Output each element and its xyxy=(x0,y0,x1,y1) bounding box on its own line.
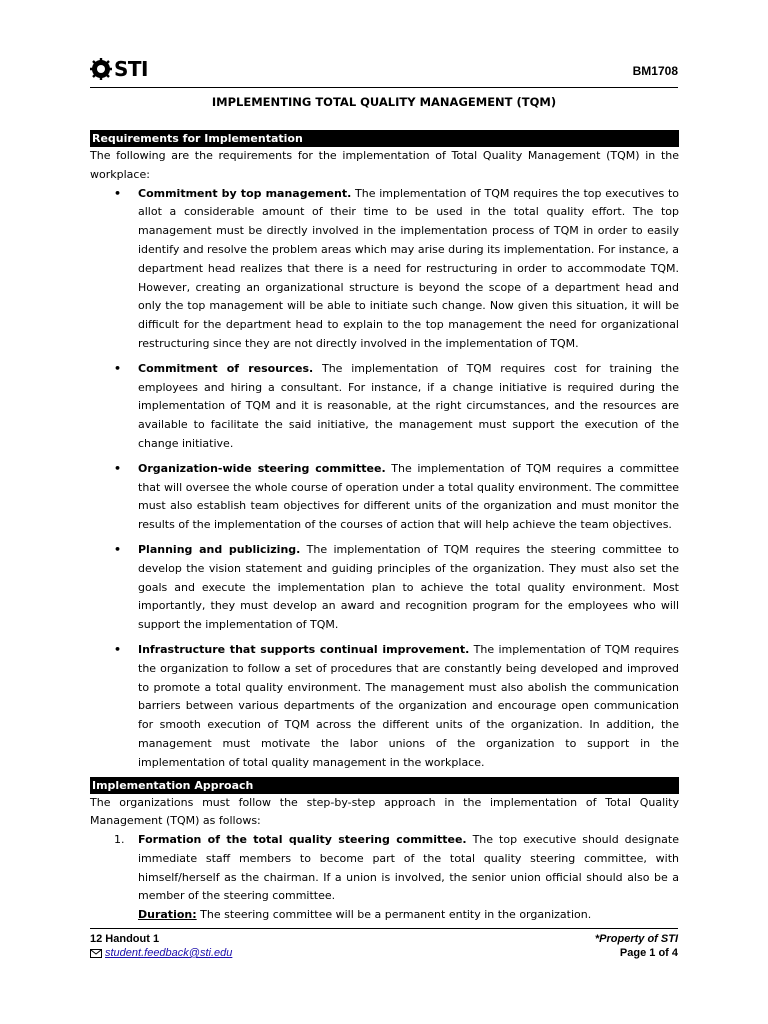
footer-right xyxy=(595,932,678,960)
sti-logo-mark-icon xyxy=(90,58,112,80)
step-number: 1. xyxy=(114,833,125,847)
document-code: BM1708 xyxy=(632,64,678,78)
email-row xyxy=(90,946,232,960)
step-text: The top executive should designate immediate staff members to become part of the total quality steering committee, with himself/herself as the chairman. If a union is involved, the senior union official should also be a member of the steering committee. xyxy=(138,833,679,903)
item-text: The implementation of TQM requires the top executives to allot a considerable amount of their time to be used in the total quality effort. The top management must be directly involved in the implementation process of TQM in order to easily identify and resolve the problem areas which may arise during its implementation. For instance, a department head realizes that there is a need for restructuring in order to accommodate TQM. However, creating an organizational structure is beyond the scope of a department head and only the top management will be able to initiate such change. Now given this situation, it will be difficult for the department head to explain to the top management the need for organizational restructuring since they are not directly involved in the implementation of TQM. xyxy=(138,186,679,350)
section-heading-approach: Implementation Approach xyxy=(90,777,679,794)
feedback-email-link[interactable]: student.feedback@sti.edu xyxy=(105,947,233,959)
section-intro: The organizations must follow the step-by-step approach in the implementation of Total Quality Management (TQM) as follows: xyxy=(90,795,679,828)
item-term: Commitment of resources. xyxy=(138,361,314,375)
list-item xyxy=(90,460,679,535)
page-title: IMPLEMENTING TOTAL QUALITY MANAGEMENT (TQM) xyxy=(211,95,557,109)
item-term: Planning and publicizing. xyxy=(138,542,301,556)
document-body xyxy=(90,130,679,925)
list-item xyxy=(90,831,679,925)
sti-logo xyxy=(90,57,148,81)
footer-left xyxy=(90,932,232,960)
property-notice: *Property of STI xyxy=(594,933,678,945)
handout-label: 12 Handout 1 xyxy=(90,933,160,945)
item-text: The implementation of TQM requires a committee that will oversee the whole course of operation under a total quality environment. The committee must also establish team objectives for different units of the organization and must monitor the results of the implementation of the courses of action that will help achieve the team objectives. xyxy=(138,461,679,532)
list-item xyxy=(90,185,679,354)
item-term: Organization-wide steering committee. xyxy=(138,461,386,475)
duration-text: The steering committee will be a permanent entity in the organization. xyxy=(196,908,592,922)
logo-text: STI xyxy=(114,57,148,81)
list-item xyxy=(90,360,679,454)
approach-steps xyxy=(90,831,679,925)
section-heading-requirements: Requirements for Implementation xyxy=(90,130,679,147)
page-number: Page 1 of 4 xyxy=(619,947,678,959)
header-divider xyxy=(90,87,678,88)
step-term: Formation of the total quality steering committee. xyxy=(138,833,467,847)
list-item xyxy=(90,541,679,635)
mail-icon xyxy=(90,949,102,958)
item-term: Infrastructure that supports continual improvement. xyxy=(138,642,470,656)
item-text: The implementation of TQM requires cost for training the employees and hiring a consultant. For instance, if a change initiative is required during the implementation of TQM and it is reasonable, at the right circumstances, and the resources are available to facilitate the said initiative, the management must support the execution of the change initiative. xyxy=(138,361,679,450)
item-text: The implementation of TQM requires the steering committee to develop the vision statement and guiding principles of the organization. They must also set the goals and execute the implementation plan to achieve the total quality environment. Most importantly, they must develop an award and recognition program for the employees who will support the implementation of TQM. xyxy=(138,542,679,632)
footer-divider xyxy=(90,928,678,929)
requirements-list xyxy=(90,185,679,773)
section-intro: The following are the requirements for the implementation of Total Quality Management (TQM) in the workplace: xyxy=(90,149,679,181)
item-text: The implementation of TQM requires the organization to follow a set of procedures that are constantly being developed and improved to promote a total quality environment. The management must also abolish the communication barriers between various departments of the organization and encourage open communication for smooth execution of TQM across the different units of the organization. In addition, the management must motivate the labor unions of the organization to support in the implementation of total quality management in the workplace. xyxy=(138,642,679,769)
list-item xyxy=(90,641,679,773)
duration-label: Duration: xyxy=(138,908,197,922)
item-term: Commitment by top management. xyxy=(138,186,352,200)
